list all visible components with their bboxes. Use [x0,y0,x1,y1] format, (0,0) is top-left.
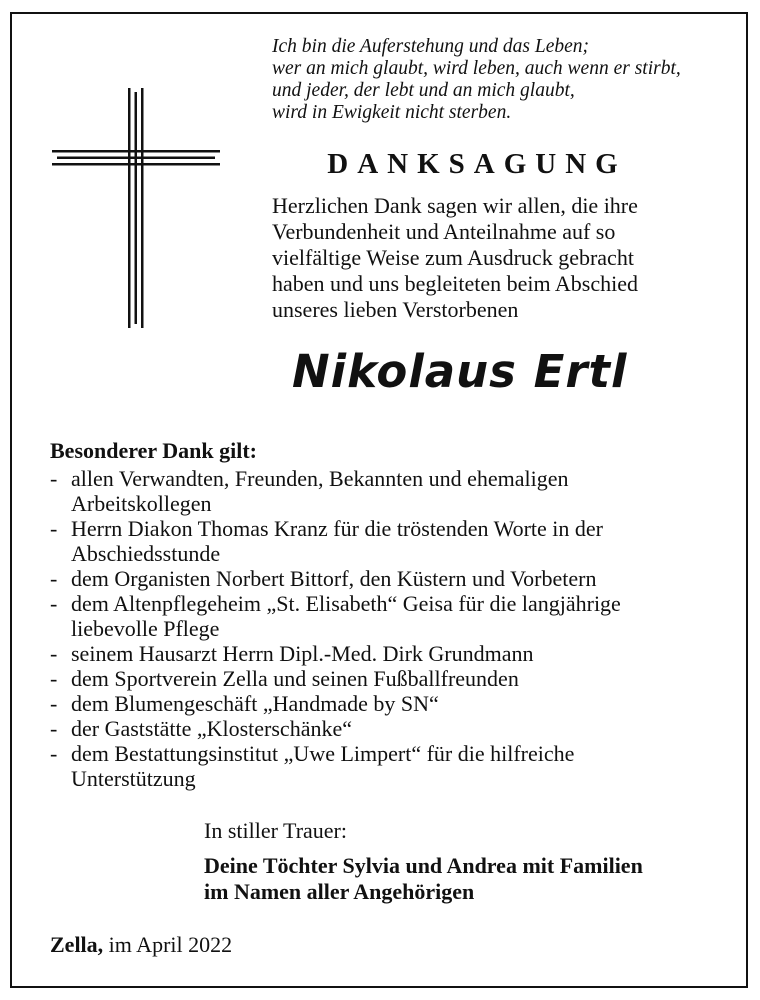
bullet-dash: - [50,591,58,616]
thanks-line: Verbundenheit und Anteilnahme auf so [272,219,616,244]
verse-line: wird in Ewigkeit nicht sterben. [272,102,512,123]
heading-danksagung: DANKSAGUNG [327,148,627,180]
thanks-line: Herzlichen Dank sagen wir allen, die ihre [272,193,638,218]
signers [204,853,643,905]
list-item-line: Unterstützung [71,766,196,791]
bullet-dash: - [50,516,58,541]
thanks-text [272,193,732,323]
date: im April 2022 [108,932,233,957]
list-item [48,466,738,516]
list-item [48,691,738,716]
list-item [48,666,738,691]
list-item-line: dem Organisten Norbert Bittorf, den Küstern und Vorbetern [71,566,597,591]
mourning-label: In stiller Trauer: [204,818,347,843]
list-item-line: der Gaststätte „Klosterschänke“ [71,716,352,741]
verse-line: Ich bin die Auferstehung und das Leben; [272,36,590,57]
thanks-line: unseres lieben Verstorbenen [272,297,519,322]
verse-line: wer an mich glaubt, wird leben, auch wenn er stirbt, [272,58,681,79]
bullet-dash: - [50,566,58,591]
bible-verse [272,36,732,124]
bullet-dash: - [50,466,58,491]
list-item-line: dem Blumengeschäft „Handmade by SN“ [71,691,439,716]
special-thanks-title: Besonderer Dank gilt: [50,438,257,463]
thanks-line: haben und uns begleiteten beim Abschied [272,271,638,296]
list-item-line: Abschiedsstunde [71,541,221,566]
bullet-dash: - [50,716,58,741]
list-item [48,591,738,641]
place: Zella, [50,932,104,957]
list-item [48,641,738,666]
bullet-dash: - [50,666,58,691]
list-item [48,566,738,591]
bullet-dash: - [50,641,58,666]
signer-line: im Namen aller Angehörigen [204,879,475,904]
list-item [48,516,738,566]
list-item-line: Arbeitskollegen [71,491,212,516]
place-date [50,932,232,958]
list-item-line: allen Verwandten, Freunden, Bekannten und ehemaligen [71,466,569,491]
special-thanks-list [48,466,738,791]
list-item-line: dem Sportverein Zella und seinen Fußballfreunden [71,666,519,691]
list-item-line: dem Bestattungsinstitut „Uwe Limpert“ für die hilfreiche [71,741,575,766]
bullet-dash: - [50,741,58,766]
list-item-line: liebevolle Pflege [71,616,220,641]
cross-icon [52,88,220,328]
list-item-line: dem Altenpflegeheim „St. Elisabeth“ Geisa für die langjährige [71,591,621,616]
thanks-line: vielfältige Weise zum Ausdruck gebracht [272,245,634,270]
signer-line: Deine Töchter Sylvia und Andrea mit Familien [204,853,643,878]
list-item-line: Herrn Diakon Thomas Kranz für die tröstenden Worte in der [71,516,603,541]
verse-line: und jeder, der lebt und an mich glaubt, [272,80,575,101]
list-item-line: seinem Hausarzt Herrn Dipl.-Med. Dirk Grundmann [71,641,534,666]
list-item [48,741,738,791]
bullet-dash: - [50,691,58,716]
list-item [48,716,738,741]
deceased-name: Nikolaus Ertl [292,345,628,398]
